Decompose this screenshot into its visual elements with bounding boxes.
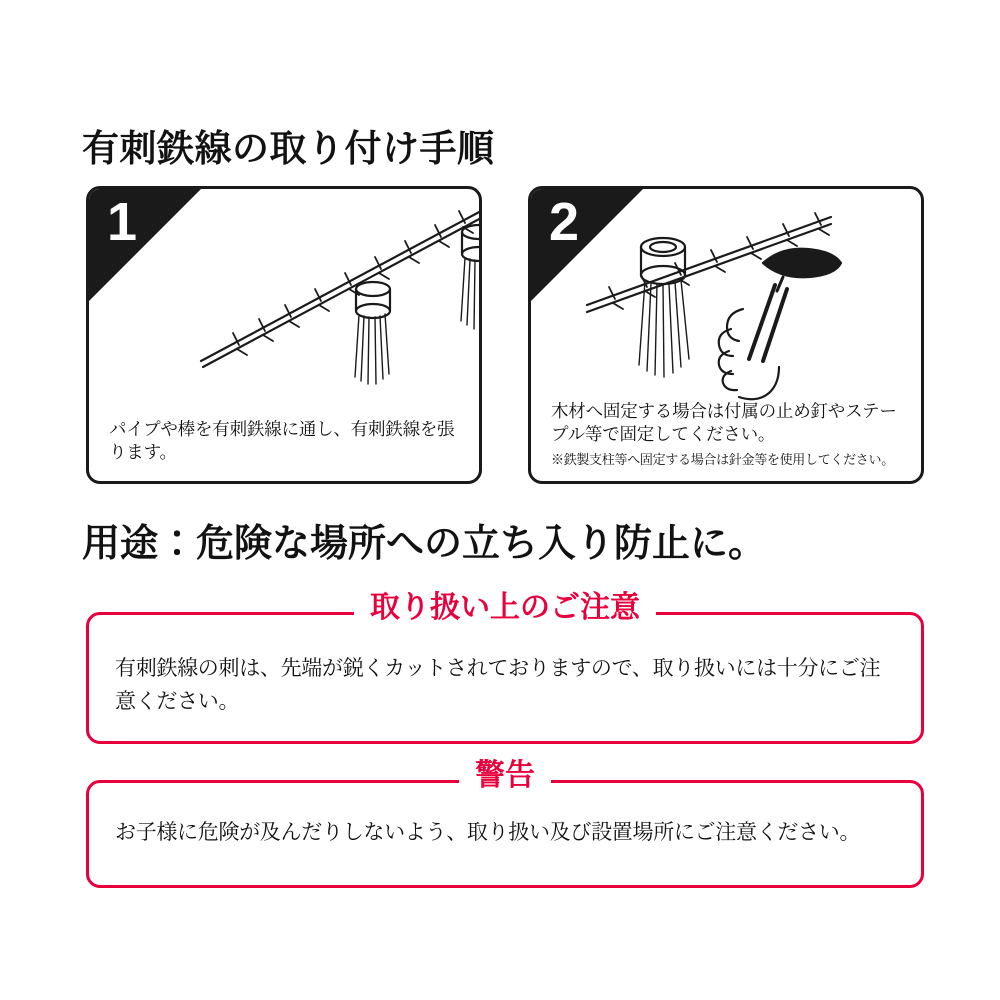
- warning-title-text: 警告: [459, 761, 551, 791]
- step-caption-note-2: ※鉄製支柱等へ固定する場合は針金等を使用してください。: [551, 452, 894, 468]
- step-card-1: [86, 186, 482, 484]
- warning-box: [86, 759, 924, 888]
- step-caption-text-2: 木材へ固定する場合は付属の止め釘やステープル等で固定してください。: [551, 400, 897, 445]
- step-caption-1: [109, 418, 463, 465]
- warning-body: お子様に危険が及んだりしないよう、取り扱い及び設置場所にご注意ください。: [115, 821, 861, 844]
- usage-line: [82, 512, 766, 567]
- usage-text: 危険な場所への立ち入り防止に。: [196, 523, 767, 565]
- step-number-badge-2: [531, 189, 663, 321]
- caution-body: 有刺鉄線の刺は、先端が鋭くカットされておりますので、取り扱いには十分にご注意ください。: [115, 657, 881, 713]
- warning-title: [89, 761, 921, 791]
- steps-container: [86, 186, 924, 486]
- step-number-2: 2: [549, 192, 580, 252]
- step-card-2: [528, 186, 924, 484]
- step-caption-2: [551, 400, 905, 469]
- step-caption-text-1: パイプや棒を有刺鉄線に通し、有刺鉄線を張ります。: [109, 418, 455, 463]
- usage-label: 用途：: [82, 523, 197, 565]
- caution-box: [86, 591, 924, 744]
- page-title: 有刺鉄線の取り付け手順: [82, 128, 495, 169]
- step-number-badge-1: [89, 189, 221, 321]
- caution-title-text: 取り扱い上のご注意: [354, 593, 656, 623]
- caution-title: [89, 593, 921, 623]
- step-number-1: 1: [107, 192, 138, 252]
